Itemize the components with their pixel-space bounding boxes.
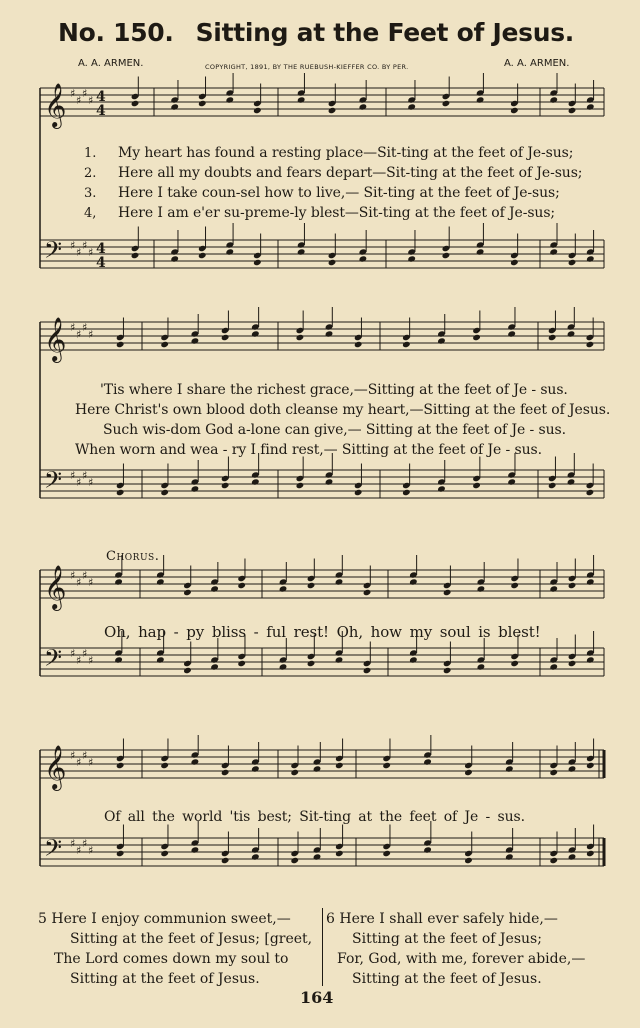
verse-1-line-2: 'Tis where I share the richest grace,—Sitting at the feet of Je - sus. bbox=[100, 382, 568, 398]
time-signature-top: 4 bbox=[96, 89, 106, 105]
note-head bbox=[476, 248, 485, 255]
note-head bbox=[237, 660, 246, 667]
sharp-icon: ♯ bbox=[70, 239, 76, 252]
note-head bbox=[253, 107, 262, 114]
note-head bbox=[226, 96, 235, 103]
note-head bbox=[549, 663, 558, 670]
note-head bbox=[568, 582, 577, 589]
note-head bbox=[328, 107, 337, 114]
note-head bbox=[160, 489, 169, 496]
chorus-line-2: Of all the world 'tis best; Sit-ting at the feet of Je - sus. bbox=[104, 809, 525, 825]
note-head bbox=[586, 489, 595, 496]
note-head bbox=[251, 765, 260, 772]
note-head bbox=[237, 582, 246, 589]
note-head bbox=[290, 857, 299, 864]
chorus-line-1: Oh, hap - py bliss - ful rest! Oh, how my soul is blest! bbox=[104, 623, 541, 641]
note-head bbox=[131, 100, 140, 107]
treble-clef-icon: 𝄞 bbox=[44, 745, 67, 789]
time-signature-top: 4 bbox=[96, 241, 106, 257]
note-head bbox=[307, 660, 316, 667]
note-head bbox=[183, 667, 192, 674]
note-head bbox=[586, 341, 595, 348]
note-head bbox=[510, 660, 519, 667]
sharp-icon: ♯ bbox=[76, 844, 82, 857]
bass-clef-icon: 𝄢 bbox=[44, 466, 63, 499]
note-head bbox=[567, 330, 576, 337]
sharp-icon: ♯ bbox=[76, 756, 82, 769]
note-head bbox=[507, 330, 516, 337]
verse-6-line-c: For, God, with me, forever abide,— bbox=[337, 951, 586, 967]
sharp-icon: ♯ bbox=[88, 844, 94, 857]
note-head bbox=[160, 341, 169, 348]
note-head bbox=[210, 663, 219, 670]
note-head bbox=[253, 259, 262, 266]
verse-3-line-2: Such wis-dom God a-lone can give,— Sitting at the feet of Je - sus. bbox=[103, 422, 566, 438]
verse-number-2: 2. bbox=[84, 166, 97, 181]
note-head bbox=[510, 259, 519, 266]
note-head bbox=[191, 485, 200, 492]
verse-6-line-a: 6 Here I shall ever safely hide,— bbox=[326, 911, 558, 927]
note-head bbox=[464, 769, 473, 776]
sharp-icon: ♯ bbox=[70, 569, 76, 582]
sharp-icon: ♯ bbox=[76, 94, 82, 107]
treble-clef-icon: 𝄞 bbox=[44, 565, 67, 609]
note-head bbox=[407, 103, 416, 110]
sharp-icon: ♯ bbox=[82, 837, 88, 850]
note-head bbox=[290, 769, 299, 776]
note-head bbox=[549, 248, 558, 255]
note-head bbox=[443, 589, 452, 596]
sharp-icon: ♯ bbox=[82, 239, 88, 252]
note-head bbox=[251, 853, 260, 860]
copyright-notice: COPYRIGHT, 1891, BY THE RUEBUSH-KIEFFER CO. BY PER. bbox=[205, 63, 409, 71]
note-head bbox=[210, 585, 219, 592]
note-head bbox=[442, 100, 451, 107]
note-head bbox=[297, 96, 306, 103]
note-head bbox=[156, 656, 165, 663]
sharp-icon: ♯ bbox=[88, 246, 94, 259]
note-head bbox=[251, 478, 260, 485]
verse-number-3: 3. bbox=[84, 186, 97, 201]
note-head bbox=[382, 762, 391, 769]
sharp-icon: ♯ bbox=[76, 576, 82, 589]
note-head bbox=[354, 341, 363, 348]
note-head bbox=[586, 578, 595, 585]
sharp-icon: ♯ bbox=[70, 647, 76, 660]
sharp-icon: ♯ bbox=[70, 749, 76, 762]
note-head bbox=[363, 667, 372, 674]
verse-5-line-c: The Lord comes down my soul to bbox=[54, 951, 289, 967]
note-head bbox=[477, 663, 486, 670]
note-head bbox=[402, 341, 411, 348]
note-head bbox=[549, 857, 558, 864]
verse-3-line-1: Here I take coun-sel how to live,— Sit-ting at the feet of Je-sus; bbox=[118, 185, 560, 201]
note-head bbox=[510, 582, 519, 589]
note-head bbox=[363, 589, 372, 596]
note-head bbox=[116, 850, 125, 857]
author-credit-right: A. A. ARMEN. bbox=[504, 58, 570, 69]
note-head bbox=[313, 853, 322, 860]
note-head bbox=[116, 341, 125, 348]
note-head bbox=[221, 334, 230, 341]
note-head bbox=[114, 656, 123, 663]
note-head bbox=[510, 107, 519, 114]
hymn-title-text: Sitting at the Feet of Jesus. bbox=[195, 18, 574, 47]
note-head bbox=[114, 578, 123, 585]
note-head bbox=[442, 252, 451, 259]
note-head bbox=[221, 482, 230, 489]
sharp-icon: ♯ bbox=[88, 576, 94, 589]
sharp-icon: ♯ bbox=[76, 476, 82, 489]
note-head bbox=[198, 100, 207, 107]
note-head bbox=[548, 482, 557, 489]
verse-5-line-a: 5 Here I enjoy communion sweet,— bbox=[38, 911, 291, 927]
verse-2-line-1: Here all my doubts and fears depart—Sit-ting at the feet of Je-sus; bbox=[118, 165, 583, 181]
note-head bbox=[549, 585, 558, 592]
note-head bbox=[131, 252, 140, 259]
treble-clef-icon: 𝄞 bbox=[44, 83, 67, 127]
note-head bbox=[359, 255, 368, 262]
note-head bbox=[191, 846, 200, 853]
note-head bbox=[297, 248, 306, 255]
sharp-icon: ♯ bbox=[76, 654, 82, 667]
sharp-icon: ♯ bbox=[88, 654, 94, 667]
bass-clef-icon: 𝄢 bbox=[44, 834, 63, 867]
note-head bbox=[307, 582, 316, 589]
note-head bbox=[505, 853, 514, 860]
note-head bbox=[325, 478, 334, 485]
sharp-icon: ♯ bbox=[70, 469, 76, 482]
note-head bbox=[251, 330, 260, 337]
note-head bbox=[586, 762, 595, 769]
note-head bbox=[409, 656, 418, 663]
verse-6-line-b: Sitting at the feet of Jesus; bbox=[352, 931, 542, 947]
verse-number-4: 4, bbox=[84, 206, 97, 221]
note-head bbox=[568, 853, 577, 860]
note-head bbox=[335, 762, 344, 769]
note-head bbox=[476, 96, 485, 103]
note-head bbox=[507, 478, 516, 485]
note-head bbox=[423, 758, 432, 765]
note-head bbox=[221, 769, 230, 776]
sharp-icon: ♯ bbox=[70, 321, 76, 334]
note-head bbox=[191, 337, 200, 344]
note-head bbox=[568, 259, 577, 266]
note-head bbox=[409, 578, 418, 585]
note-head bbox=[279, 585, 288, 592]
note-head bbox=[116, 489, 125, 496]
sharp-icon: ♯ bbox=[88, 328, 94, 341]
note-head bbox=[464, 857, 473, 864]
note-head bbox=[568, 660, 577, 667]
note-head bbox=[170, 103, 179, 110]
note-head bbox=[472, 482, 481, 489]
note-head bbox=[156, 578, 165, 585]
sharp-icon: ♯ bbox=[88, 476, 94, 489]
note-head bbox=[437, 485, 446, 492]
note-head bbox=[443, 667, 452, 674]
note-head bbox=[296, 334, 305, 341]
sharp-icon: ♯ bbox=[70, 837, 76, 850]
hymn-number: No. 150. bbox=[58, 18, 174, 47]
bass-clef-icon: 𝄢 bbox=[44, 644, 63, 677]
note-head bbox=[335, 578, 344, 585]
note-head bbox=[568, 765, 577, 772]
note-head bbox=[160, 850, 169, 857]
time-signature-bottom: 4 bbox=[96, 103, 106, 119]
verse-5-line-d: Sitting at the feet of Jesus. bbox=[70, 971, 260, 987]
chorus-label: Chorus. bbox=[106, 549, 160, 564]
sharp-icon: ♯ bbox=[76, 328, 82, 341]
verse-1-line-1: My heart has found a resting place—Sit-ting at the feet of Je-sus; bbox=[118, 145, 574, 161]
note-head bbox=[382, 850, 391, 857]
note-head bbox=[328, 259, 337, 266]
sharp-icon: ♯ bbox=[76, 246, 82, 259]
treble-clef-icon: 𝄞 bbox=[44, 317, 67, 361]
note-head bbox=[296, 482, 305, 489]
note-head bbox=[586, 850, 595, 857]
note-head bbox=[221, 857, 230, 864]
author-credit-left: A. A. ARMEN. bbox=[78, 58, 144, 69]
note-head bbox=[505, 765, 514, 772]
note-head bbox=[359, 103, 368, 110]
page-number: 164 bbox=[300, 988, 334, 1007]
verse-2-line-2: Here Christ's own blood doth cleanse my heart,—Sitting at the feet of Jesus. bbox=[75, 402, 611, 418]
verse-6-line-d: Sitting at the feet of Jesus. bbox=[352, 971, 542, 987]
time-signature-bottom: 4 bbox=[96, 255, 106, 271]
verse-5-line-b: Sitting at the feet of Jesus; [greet, bbox=[70, 931, 313, 947]
note-head bbox=[325, 330, 334, 337]
bass-clef-icon: 𝄢 bbox=[44, 236, 63, 269]
note-head bbox=[198, 252, 207, 259]
note-head bbox=[548, 334, 557, 341]
note-head bbox=[477, 585, 486, 592]
column-divider bbox=[322, 908, 323, 986]
note-head bbox=[549, 96, 558, 103]
sharp-icon: ♯ bbox=[82, 647, 88, 660]
sharp-icon: ♯ bbox=[70, 87, 76, 100]
verse-4-line-1: Here I am e'er su-preme-ly blest—Sit-ting at the feet of Je-sus; bbox=[118, 205, 556, 221]
note-head bbox=[160, 762, 169, 769]
note-head bbox=[437, 337, 446, 344]
note-head bbox=[402, 489, 411, 496]
note-head bbox=[567, 478, 576, 485]
note-head bbox=[423, 846, 432, 853]
note-head bbox=[549, 769, 558, 776]
verse-4-line-2: When worn and wea - ry I find rest,— Sitting at the feet of Je - sus. bbox=[75, 442, 542, 458]
note-head bbox=[226, 248, 235, 255]
verse-number-1: 1. bbox=[84, 146, 97, 161]
note-head bbox=[191, 758, 200, 765]
sharp-icon: ♯ bbox=[82, 87, 88, 100]
note-head bbox=[586, 255, 595, 262]
sharp-icon: ♯ bbox=[82, 321, 88, 334]
note-head bbox=[116, 762, 125, 769]
note-head bbox=[335, 850, 344, 857]
sharp-icon: ♯ bbox=[88, 94, 94, 107]
note-head bbox=[354, 489, 363, 496]
note-head bbox=[170, 255, 179, 262]
note-head bbox=[313, 765, 322, 772]
note-head bbox=[335, 656, 344, 663]
sharp-icon: ♯ bbox=[88, 756, 94, 769]
sharp-icon: ♯ bbox=[82, 749, 88, 762]
note-head bbox=[407, 255, 416, 262]
note-head bbox=[568, 107, 577, 114]
note-head bbox=[586, 656, 595, 663]
note-head bbox=[472, 334, 481, 341]
sharp-icon: ♯ bbox=[82, 569, 88, 582]
note-head bbox=[586, 103, 595, 110]
sharp-icon: ♯ bbox=[82, 469, 88, 482]
note-head bbox=[183, 589, 192, 596]
note-head bbox=[279, 663, 288, 670]
